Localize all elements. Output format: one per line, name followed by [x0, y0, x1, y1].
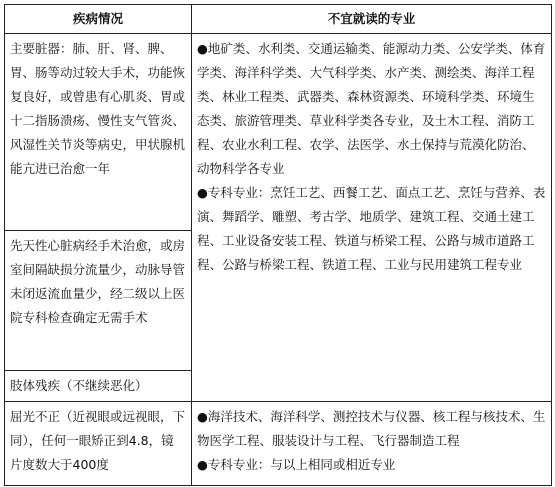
table-row: [5, 34, 552, 231]
table-header-row: [5, 5, 552, 34]
condition-cell: 主要脏器：肺、肝、肾、脾、胃、肠等动过较大手术，功能恢复良好，或曾患有心肌炎、胃或十二指肠溃疡、慢性支气管炎、风湿性关节炎等病史，甲状腺机能亢进已治愈一年: [5, 34, 192, 231]
health-restriction-table: [4, 4, 552, 486]
header-majors: 不宜就读的专业: [192, 5, 552, 34]
condition-cell: 屈光不正（近视眼或远视眼，下同），任何一眼矫正到4.8，镜片度数大于400度: [5, 402, 192, 486]
condition-cell: 先天性心脏病经手术治愈，或房室间隔缺损分流量少，动脉导管未闭返流血量少，经二级以上医院专科检查确定无需手术: [5, 231, 192, 371]
majors-paragraph: ●海洋技术、海洋科学、测控技术与仪器、核工程与核技术、生物医学工程、服装设计与工程、飞行器制造工程: [197, 409, 546, 448]
majors-paragraph: ●地矿类、水利类、交通运输类、能源动力类、公安学类、体育学类、海洋科学类、大气科学类、水产类、测绘类、海洋工程类、林业工程类、武器类、森林资源类、环境科学类、环境生态类、旅游管理类、草业科学类各专业，及土木工程、消防工程、农业水利工程、农学、法医学、水土保持与荒漠化防治、动物科学各专业: [197, 41, 546, 176]
majors-cell: [192, 34, 552, 402]
majors-paragraph: ●专科专业：与以上相同或相近专业: [197, 457, 396, 472]
condition-cell: 肢体残疾（不继续恶化）: [5, 371, 192, 402]
header-condition: 疾病情况: [5, 5, 192, 34]
majors-paragraph: ●专科专业：烹饪工艺、西餐工艺、面点工艺、烹饪与营养、表演、舞蹈学、雕塑、考古学、地质学、建筑工程、交通土建工程、工业设备安装工程、铁道与桥梁工程、公路与城市道路工程、公路与桥梁工程、铁道工程、工业与民用建筑工程专业: [197, 185, 546, 272]
table-row: [5, 402, 552, 486]
majors-cell: [192, 402, 552, 486]
